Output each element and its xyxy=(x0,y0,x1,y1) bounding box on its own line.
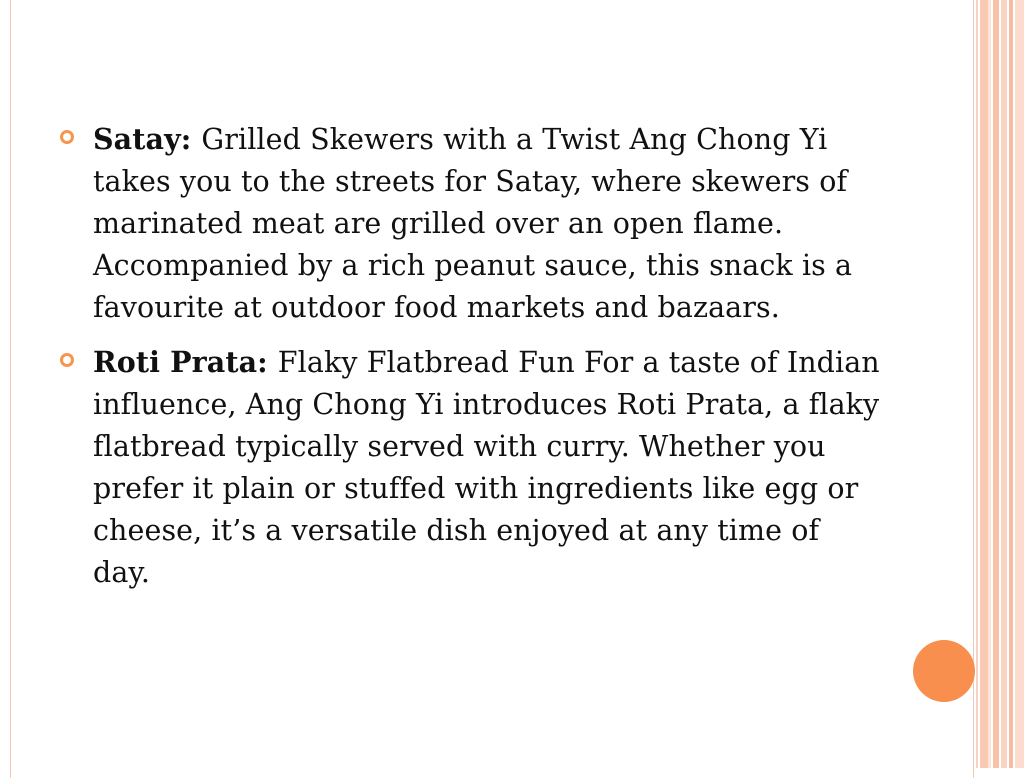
bullet-title: Satay: xyxy=(93,122,202,156)
decorative-stripe xyxy=(988,0,991,768)
bullet-ring-icon xyxy=(60,130,74,144)
bullet-text: Grilled Skewers with a Twist Ang Chong Yi takes you to the streets for Satay, where skewers of marinated meat are grilled over an open flame. Accompanied by a rich peanut sauce, this snack is a favourite at outdoor food markets and bazaars. xyxy=(93,123,853,324)
decorative-stripe xyxy=(980,0,988,768)
decorative-circle xyxy=(913,640,975,702)
bullet-item-satay xyxy=(60,118,880,329)
decorative-stripe xyxy=(993,0,999,768)
decorative-stripe xyxy=(1009,0,1013,768)
bullet-item-roti-prata xyxy=(60,341,880,594)
slide-content xyxy=(60,118,880,606)
decorative-stripe xyxy=(976,0,978,768)
bullet-text: Flaky Flatbread Fun For a taste of Indian influence, Ang Chong Yi introduces Roti Prata, a flaky flatbread typically served with curry. Whether you prefer it plain or stuffed with ingredients like egg or cheese, it’s a versatile dish enjoyed at any time of day. xyxy=(93,346,880,589)
decorative-stripe xyxy=(1001,0,1007,768)
decorative-stripe xyxy=(1015,0,1024,768)
bullet-title: Roti Prata: xyxy=(93,345,278,379)
bullet-ring-icon xyxy=(60,353,74,367)
